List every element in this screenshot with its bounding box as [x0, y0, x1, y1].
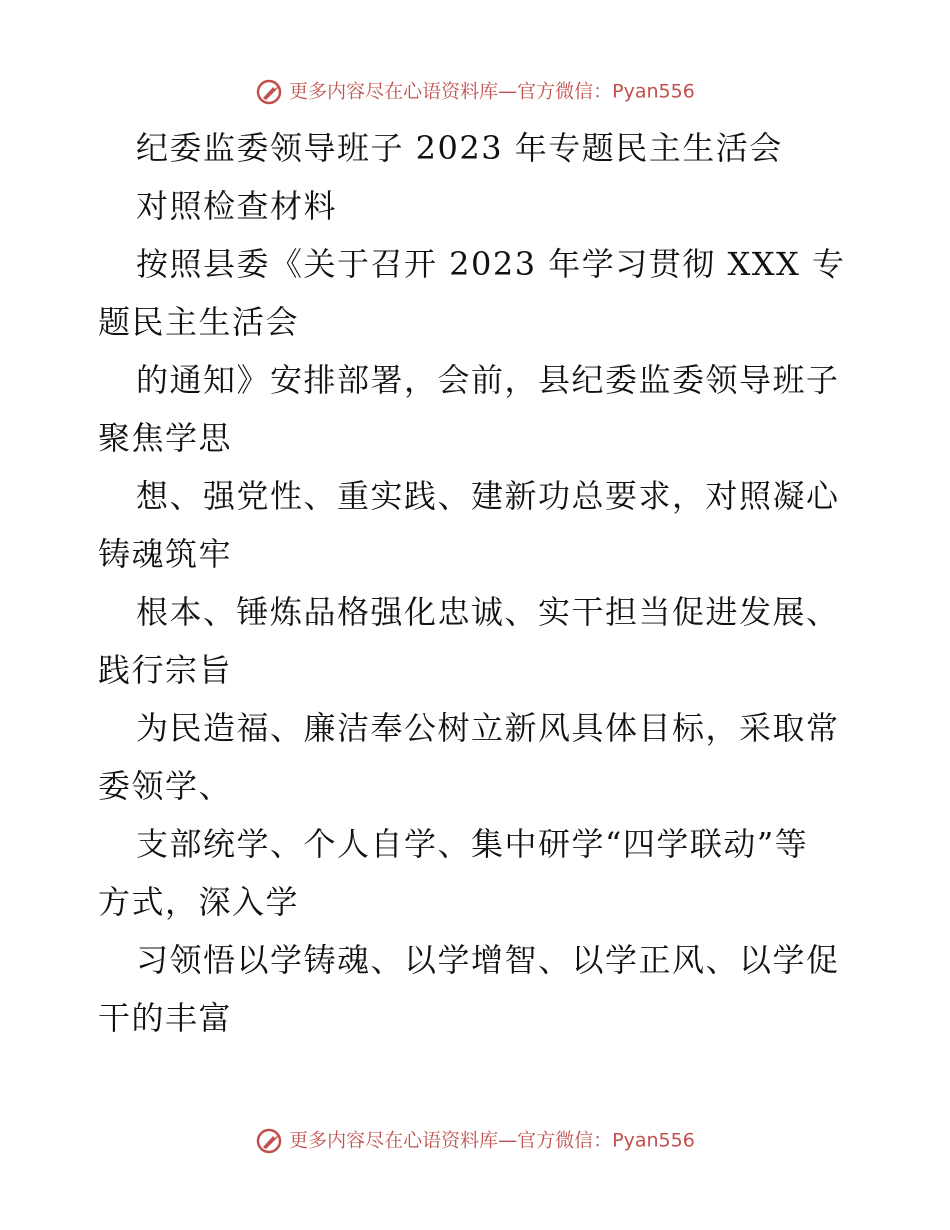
watermark-contact-text: 官方微信：Pyan556 [517, 80, 695, 103]
body-line: 铸魂筑牢 [98, 535, 233, 573]
body-line: 习领悟以学铸魂、以学增智、以学正风、以学促 [136, 941, 840, 979]
body-line: 题民主生活会 [98, 303, 300, 341]
header-watermark [0, 77, 950, 106]
watermark-dash: — [498, 1129, 518, 1152]
body-line: 按照县委《关于召开 2023 年学习贯彻 XXX 专 [136, 245, 846, 283]
pen-nib-logo-icon [255, 1127, 285, 1155]
watermark-site-text: 更多内容尽在心语资料库 [289, 80, 499, 103]
body-line: 想、强党性、重实践、建新功总要求，对照凝心 [136, 477, 840, 515]
body-line: 为民造福、廉洁奉公树立新风具体目标，采取常 [136, 709, 840, 747]
body-line: 委领学、 [98, 767, 233, 805]
document-title-line-2: 对照检查材料 [136, 187, 338, 225]
body-line: 聚焦学思 [98, 419, 233, 457]
body-line: 践行宗旨 [98, 651, 233, 689]
body-line: 干的丰富 [98, 999, 233, 1037]
watermark-dash: — [498, 80, 518, 103]
body-line: 的通知》安排部署，会前，县纪委监委领导班子 [136, 361, 840, 399]
body-line: 支部统学、个人自学、集中研学“四学联动”等 [136, 825, 809, 863]
watermark-contact-text: 官方微信：Pyan556 [517, 1129, 695, 1152]
pen-nib-logo-icon [255, 78, 285, 106]
body-line: 根本、锤炼品格强化忠诚、实干担当促进发展、 [136, 593, 840, 631]
watermark-site-text: 更多内容尽在心语资料库 [289, 1129, 499, 1152]
document-title-line-1: 纪委监委领导班子 2023 年专题民主生活会 [136, 129, 783, 167]
body-line: 方式，深入学 [98, 883, 300, 921]
footer-watermark [0, 1126, 950, 1155]
